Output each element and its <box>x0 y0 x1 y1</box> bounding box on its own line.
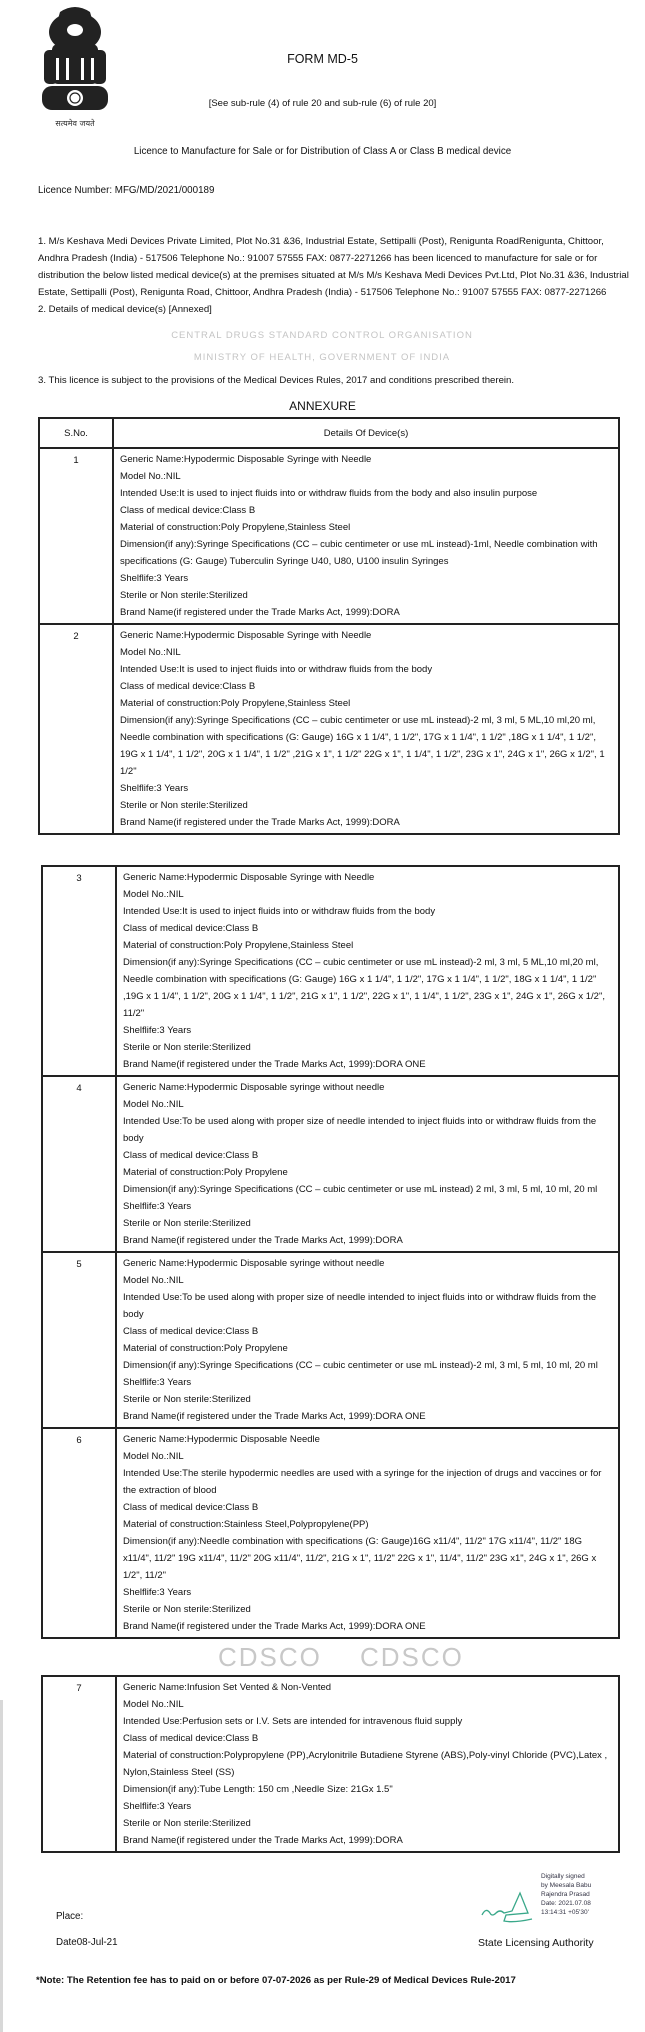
device-detail-line: Dimension(if any):Syringe Specifications (CC – cubic centimeter or use mL instead) 2 ml, 3 ml, 5 ml, 10 ml, 20 ml <box>123 1184 598 1195</box>
device-details <box>116 1252 619 1428</box>
digital-signature-line: Date: 2021.07.08 <box>541 1900 591 1907</box>
device-detail-line: Sterile or Non sterile:Sterilized <box>123 1042 251 1053</box>
device-detail-line: Dimension(if any):Tube Length: 150 cm ,Needle Size: 21Gx 1.5" <box>123 1784 393 1795</box>
device-row <box>42 1076 619 1252</box>
device-detail-line: Sterile or Non sterile:Sterilized <box>123 1818 251 1829</box>
device-detail-line: Model No.:NIL <box>120 471 181 482</box>
device-detail-line: Material of construction:Poly Propylene,Stainless Steel <box>120 522 351 533</box>
device-detail-line: Model No.:NIL <box>123 1451 184 1462</box>
device-detail-line: Dimension(if any):Syringe Specifications (CC – cubic centimeter or use mL instead)-2 ml, 3 ml, 5 ML,10 ml,20 ml, Needle combination with specifications (G: Gauge) 16G x 1 1/4", 1 1/2", 17G x 1 1/4", 1 1/2", 18G x 1 1/4", 1 1/2" ,19G x 1 1/4", 1 1/2", 20G x 1 1/4", 1 1/2", 21G x 1", 1 1/2", 22G x 1", 1 1/4", 1 1/2", 23G x 1", 24G x 1", 26G x 1/2", 11/2" <box>123 957 605 1019</box>
device-details <box>116 1428 619 1638</box>
device-serial-number: 6 <box>42 1428 116 1638</box>
device-detail-line: Intended Use:To be used along with proper size of needle intended to inject fluids into or withdraw fluids from the body <box>123 1116 597 1144</box>
device-serial-number: 4 <box>42 1076 116 1252</box>
place-label: Place: <box>56 1911 84 1922</box>
device-detail-line: Sterile or Non sterile:Sterilized <box>120 590 248 601</box>
paragraph-1-text: 1. M/s Keshava Medi Devices Private Limited, Plot No.31 &36, Industrial Estate, Settipalli (Post), Renigunta RoadRenigunta, Chittoor, Andhra Pradesh (India) - 517506 Telephone No.: 91007 57555 FAX: 0877-2271266 has been licenced to manufacture for sale or for distribution the below listed medical device(s) at the premises situated at M/s M/s Keshava Medi Devices Pvt.Ltd, Plot No.31 &36, Industrial Estate, Settipalli (Post), Renigunta Road, Chittoor, Andhra Pradesh (India) - 517506 Telephone No.: 91007 57555 FAX: 0877-2271266 <box>38 236 629 298</box>
device-details <box>113 624 619 834</box>
device-details <box>116 866 619 1076</box>
page-header <box>0 0 645 226</box>
digital-signature-line: by Meesala Babu <box>541 1882 592 1889</box>
device-detail-line: Intended Use:It is used to inject fluids into or withdraw fluids from the body and also insulin purpose <box>120 488 538 499</box>
device-details <box>116 1076 619 1252</box>
handwritten-signature-icon <box>478 1889 538 1925</box>
device-detail-line: Shelflife:3 Years <box>123 1201 192 1212</box>
device-detail-line: Brand Name(if registered under the Trade Marks Act, 1999):DORA <box>120 607 400 618</box>
watermark-cdsco-left: CDSCO <box>218 1642 322 1672</box>
device-detail-line: Brand Name(if registered under the Trade Marks Act, 1999):DORA <box>123 1835 403 1846</box>
form-title: FORM MD-5 <box>287 52 358 66</box>
licence-heading: Licence to Manufacture for Sale or for Distribution of Class A or Class B medical device <box>133 146 512 157</box>
annexure-title: ANNEXURE <box>289 399 356 413</box>
device-row <box>39 624 619 834</box>
device-detail-line: Sterile or Non sterile:Sterilized <box>123 1394 251 1405</box>
device-row <box>39 448 619 624</box>
device-detail-line: Material of construction:Polypropylene (PP),Acrylonitrile Butadiene Styrene (ABS),Poly-vinyl Chloride (PVC),Latex , Nylon,Stainless Steel (SS) <box>123 1750 608 1778</box>
sub-rule-reference: [See sub-rule (4) of rule 20 and sub-rule (6) of rule 20] <box>208 98 437 109</box>
device-detail-line: Brand Name(if registered under the Trade Marks Act, 1999):DORA <box>120 817 400 828</box>
device-detail-line: Material of construction:Poly Propylene,Stainless Steel <box>120 698 351 709</box>
device-detail-line: Shelflife:3 Years <box>123 1025 192 1036</box>
device-detail-line: Material of construction:Poly Propylene <box>123 1167 288 1178</box>
device-detail-line: Dimension(if any):Needle combination with specifications (G: Gauge)16G x11/4", 11/2" 17G x11/4", 11/2" 18G x11/4", 11/2" 19G x11/4", 11/2" 20G x11/4", 11/2", 21G x 1", 11/2" 22G x 1", 11/4", 11/2" 23G x1", 24G x 1", 26G x 1/2", 11/2" <box>123 1536 597 1581</box>
device-table-1 <box>38 417 620 835</box>
digital-signature-block <box>541 1872 591 1917</box>
national-emblem-icon <box>30 2 120 114</box>
retention-fee-note: *Note: The Retention fee has to paid on or before 07-07-2026 as per Rule-29 of Medical Devices Rule-2017 <box>36 1975 516 1986</box>
device-detail-line: Brand Name(if registered under the Trade Marks Act, 1999):DORA ONE <box>123 1411 426 1422</box>
device-detail-line: Brand Name(if registered under the Trade Marks Act, 1999):DORA ONE <box>123 1059 426 1070</box>
watermark-text-bottom: MINISTRY OF HEALTH, GOVERNMENT OF INDIA <box>193 352 451 363</box>
device-detail-line: Model No.:NIL <box>120 647 181 658</box>
paragraph-3-text: 3. This licence is subject to the provisions of the Medical Devices Rules, 2017 and conditions prescribed therein. <box>38 375 515 386</box>
table-gap <box>0 835 645 865</box>
device-rows <box>42 866 619 1638</box>
device-detail-line: Material of construction:Stainless Steel,Polypropylene(PP) <box>123 1519 369 1530</box>
device-detail-line: Model No.:NIL <box>123 1099 184 1110</box>
device-row <box>42 1428 619 1638</box>
column-header-sno: S.No. <box>39 418 113 448</box>
device-detail-line: Generic Name:Hypodermic Disposable Needle <box>123 1434 320 1445</box>
device-table-3 <box>41 1675 620 1853</box>
device-serial-number: 5 <box>42 1252 116 1428</box>
device-detail-line: Shelflife:3 Years <box>123 1587 192 1598</box>
licence-paragraph-1 <box>38 233 633 318</box>
watermark-text-top: CENTRAL DRUGS STANDARD CONTROL ORGANISATION <box>171 330 473 341</box>
device-detail-line: Intended Use:The sterile hypodermic needles are used with a syringe for the injection of drugs and vaccines or for the extraction of blood <box>123 1468 602 1496</box>
device-details <box>116 1676 619 1852</box>
device-detail-line: Class of medical device:Class B <box>123 923 259 934</box>
device-detail-line: Generic Name:Infusion Set Vented & Non-Vented <box>123 1682 332 1693</box>
device-detail-line: Model No.:NIL <box>123 1699 184 1710</box>
digital-signature-line: 13:14:31 +05'30' <box>541 1909 589 1916</box>
device-detail-line: Dimension(if any):Syringe Specifications (CC – cubic centimeter or use mL instead)-2 ml, 3 ml, 5 ML,10 ml,20 ml, Needle combination with specifications (G: Gauge) 16G x 1 1/4", 1 1/2", 17G x 1 1/4", 1 1/2" ,18G x 1 1/4", 1 1/2", 19G x 1 1/4", 1 1/2", 20G x 1 1/4", 1 1/2" ,21G x 1", 1 1/2" 22G x 1", 1 1/4", 1 1/2", 23G x 1", 24G x 1", 26G x 1/2", 1 1/2" <box>120 715 605 777</box>
device-detail-line: Sterile or Non sterile:Sterilized <box>120 800 248 811</box>
cdsco-watermark-band <box>0 1639 645 1675</box>
device-row <box>42 1252 619 1428</box>
device-detail-line: Brand Name(if registered under the Trade Marks Act, 1999):DORA ONE <box>123 1621 426 1632</box>
device-detail-line: Brand Name(if registered under the Trade Marks Act, 1999):DORA <box>123 1235 403 1246</box>
device-table-2 <box>41 865 620 1639</box>
device-detail-line: Shelflife:3 Years <box>120 783 189 794</box>
device-detail-line: Generic Name:Hypodermic Disposable Syringe with Needle <box>120 454 372 465</box>
device-detail-line: Intended Use:To be used along with proper size of needle intended to inject fluids into or withdraw fluids from the body <box>123 1292 597 1320</box>
device-detail-line: Model No.:NIL <box>123 889 184 900</box>
watermark-cdsco-right: CDSCO <box>360 1642 464 1672</box>
device-detail-line: Class of medical device:Class B <box>120 505 256 516</box>
device-row <box>42 866 619 1076</box>
device-details <box>113 448 619 624</box>
device-detail-line: Material of construction:Poly Propylene,Stainless Steel <box>123 940 354 951</box>
table-header-row <box>39 418 619 448</box>
cdsco-watermark-seal-icon <box>171 324 473 368</box>
device-detail-line: Generic Name:Hypodermic Disposable Syringe with Needle <box>123 872 375 883</box>
device-detail-line: Generic Name:Hypodermic Disposable Syringe with Needle <box>120 630 372 641</box>
device-detail-line: Sterile or Non sterile:Sterilized <box>123 1604 251 1615</box>
device-detail-line: Dimension(if any):Syringe Specifications (CC – cubic centimeter or use mL instead)-2 ml, 3 ml, 5 ml, 10 ml, 20 ml <box>123 1360 598 1371</box>
device-detail-line: Intended Use:It is used to inject fluids into or withdraw fluids from the body <box>120 664 433 675</box>
device-detail-line: Generic Name:Hypodermic Disposable syringe without needle <box>123 1258 385 1269</box>
device-serial-number: 2 <box>39 624 113 834</box>
device-detail-line: Material of construction:Poly Propylene <box>123 1343 288 1354</box>
device-serial-number: 7 <box>42 1676 116 1852</box>
device-detail-line: Class of medical device:Class B <box>123 1733 259 1744</box>
device-detail-line: Class of medical device:Class B <box>120 681 256 692</box>
device-detail-line: Intended Use:Perfusion sets or I.V. Sets are intended for intravenous fluid supply <box>123 1716 463 1727</box>
device-detail-line: Class of medical device:Class B <box>123 1502 259 1513</box>
device-detail-line: Shelflife:3 Years <box>123 1801 192 1812</box>
watermark-band <box>0 324 645 368</box>
device-rows <box>39 448 619 834</box>
licence-number: Licence Number: MFG/MD/2021/000189 <box>38 185 215 196</box>
device-rows <box>42 1676 619 1852</box>
device-row <box>42 1676 619 1852</box>
device-detail-line: Shelflife:3 Years <box>123 1377 192 1388</box>
issue-date: Date08-Jul-21 <box>56 1937 118 1948</box>
licensing-authority: State Licensing Authority <box>478 1937 594 1949</box>
column-header-details: Details Of Device(s) <box>113 418 619 448</box>
device-detail-line: Shelflife:3 Years <box>120 573 189 584</box>
device-detail-line: Intended Use:It is used to inject fluids into or withdraw fluids from the body <box>123 906 436 917</box>
paragraph-2-text: 2. Details of medical device(s) [Annexed] <box>38 304 212 315</box>
digital-signature-line: Rajendra Prasad <box>541 1891 590 1898</box>
page-footer <box>0 1867 645 1967</box>
device-serial-number: 1 <box>39 448 113 624</box>
device-detail-line: Class of medical device:Class B <box>123 1150 259 1161</box>
device-detail-line: Generic Name:Hypodermic Disposable syringe without needle <box>123 1082 385 1093</box>
device-serial-number: 3 <box>42 866 116 1076</box>
emblem-motto: सत्यमेव जयते <box>55 119 95 128</box>
device-detail-line: Class of medical device:Class B <box>123 1326 259 1337</box>
device-detail-line: Model No.:NIL <box>123 1275 184 1286</box>
digital-signature-line: Digitally signed <box>541 1873 585 1880</box>
device-detail-line: Dimension(if any):Syringe Specifications (CC – cubic centimeter or use mL instead)-1ml, Needle combination with specifications (G: Gauge) Tuberculin Syringe U40, U80, U100 insulin Syringes <box>120 539 598 567</box>
device-detail-line: Sterile or Non sterile:Sterilized <box>123 1218 251 1229</box>
